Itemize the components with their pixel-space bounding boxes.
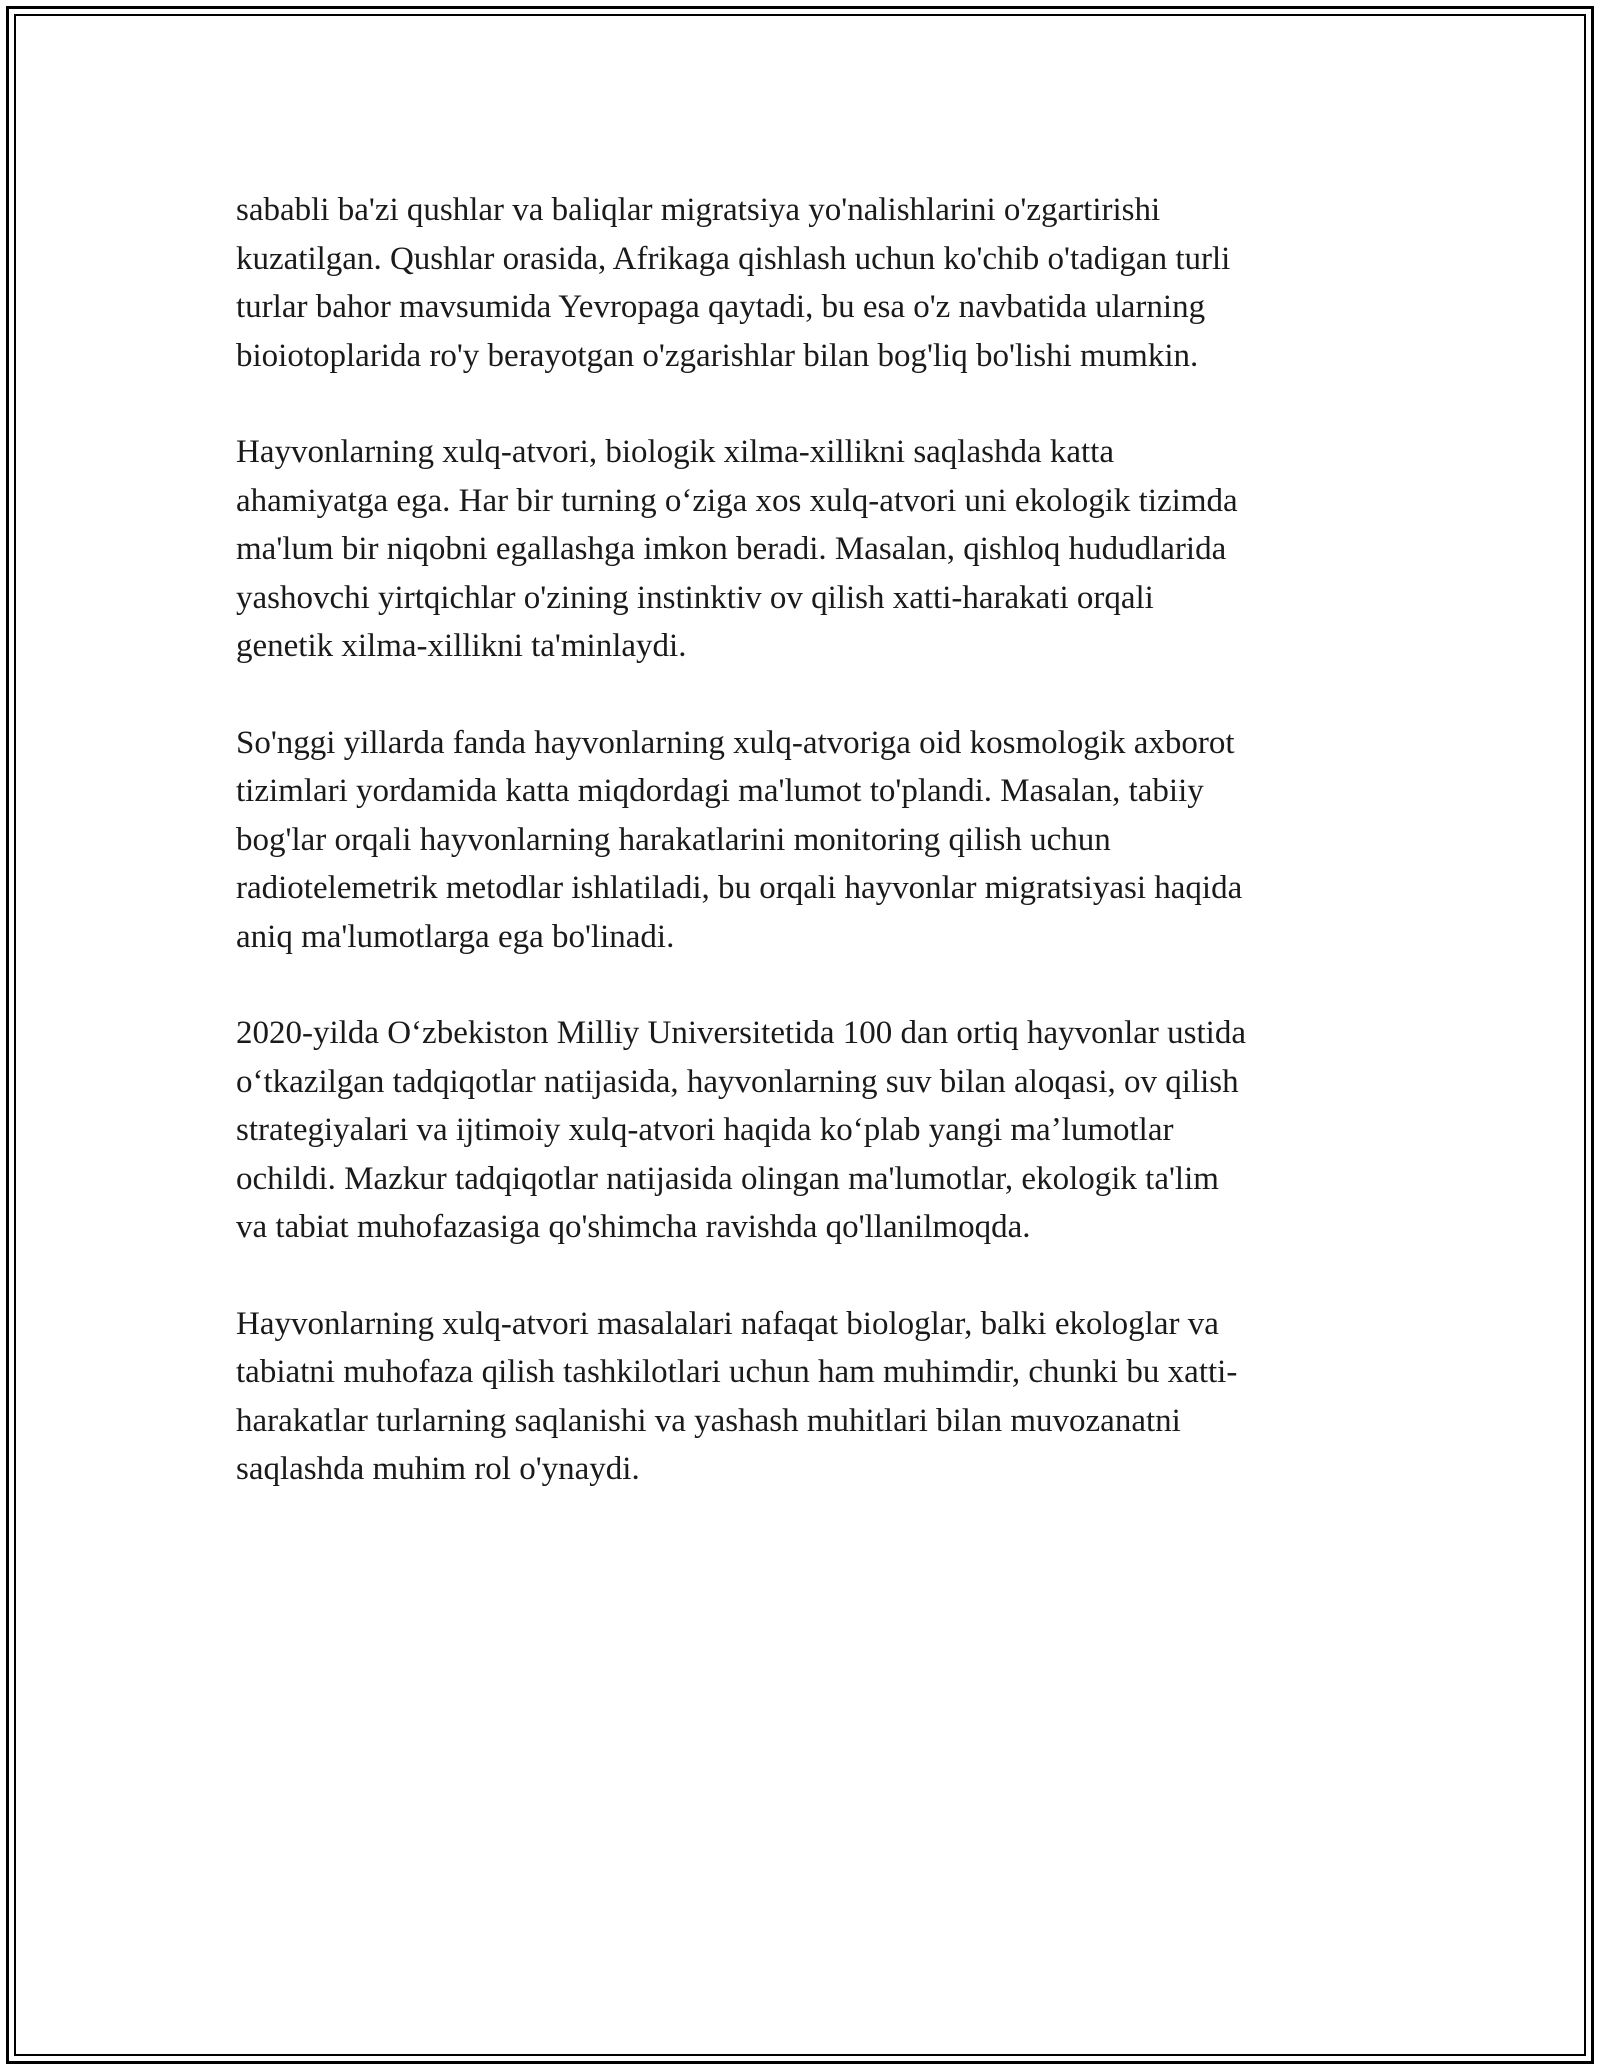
text-line: harakatlar turlarning saqlanishi va yashash muhitlari bilan muvozanatni bbox=[236, 1402, 1181, 1439]
text-line: aniq ma'lumotlarga ega bo'linadi. bbox=[236, 918, 675, 955]
text-line: yashovchi yirtqichlar o'zining instinktiv ov qilish xatti-harakati orqali bbox=[236, 579, 1154, 616]
text-line: sababli ba'zi qushlar va baliqlar migratsiya yo'nalishlarini o'zgartirishi bbox=[236, 192, 1161, 228]
text-line: strategiyalari va ijtimoiy xulq-atvori haqida koʻplab yangi maʼlumotlar bbox=[236, 1112, 1174, 1148]
text-line: ochildi. Mazkur tadqiqotlar natijasida olingan ma'lumotlar, ekologik ta'lim bbox=[236, 1160, 1219, 1197]
text-line: va tabiat muhofazasiga qo'shimcha ravishda qo'llanilmoqda. bbox=[236, 1209, 1031, 1245]
text-line: 2020-yilda Oʻzbekiston Milliy Universitetida 100 dan ortiq hayvonlar ustida bbox=[236, 1015, 1246, 1051]
paragraph-migration bbox=[236, 186, 1366, 380]
text-line: ahamiyatga ega. Har bir turning oʻziga xos xulq-atvori uni ekologik tizimda bbox=[236, 482, 1238, 519]
text-line: So'nggi yillarda fanda hayvonlarning xulq-atvoriga oid kosmologik axborot bbox=[236, 724, 1235, 761]
text-line: tizimlari yordamida katta miqdordagi ma'lumot to'plandi. Masalan, tabiiy bbox=[236, 773, 1204, 809]
text-line: bog'lar orqali hayvonlarning harakatlarini monitoring qilish uchun bbox=[236, 821, 1111, 858]
paragraph-conclusion bbox=[236, 1300, 1366, 1494]
document-body bbox=[236, 186, 1366, 1542]
text-line: tabiatni muhofaza qilish tashkilotlari uchun ham muhimdir, chunki bu xatti- bbox=[236, 1354, 1238, 1390]
text-line: oʻtkazilgan tadqiqotlar natijasida, hayvonlarning suv bilan aloqasi, ov qilish bbox=[236, 1063, 1239, 1100]
text-line: Hayvonlarning xulq-atvori masalalari nafaqat biologlar, balki ekologlar va bbox=[236, 1305, 1219, 1342]
paragraph-monitoring bbox=[236, 719, 1366, 962]
text-line: ma'lum bir niqobni egallashga imkon beradi. Masalan, qishloq hududlarida bbox=[236, 531, 1227, 567]
text-line: bioiotoplarida ro'y berayotgan o'zgarishlar bilan bog'liq bo'lishi mumkin. bbox=[236, 337, 1199, 374]
text-line: saqlashda muhim rol o'ynaydi. bbox=[236, 1451, 640, 1487]
text-line: genetik xilma-xillikni ta'minlaydi. bbox=[236, 628, 687, 664]
text-line: turlar bahor mavsumida Yevropaga qaytadi, bu esa o'z navbatida ularning bbox=[236, 289, 1206, 325]
paragraph-biodiversity bbox=[236, 428, 1366, 671]
text-line: Hayvonlarning xulq-atvori, biologik xilma-xillikni saqlashda katta bbox=[236, 434, 1114, 470]
paragraph-research bbox=[236, 1009, 1366, 1252]
text-line: radiotelemetrik metodlar ishlatiladi, bu orqali hayvonlar migratsiyasi haqida bbox=[236, 870, 1243, 906]
text-line: kuzatilgan. Qushlar orasida, Afrikaga qishlash uchun ko'chib o'tadigan turli bbox=[236, 240, 1231, 277]
